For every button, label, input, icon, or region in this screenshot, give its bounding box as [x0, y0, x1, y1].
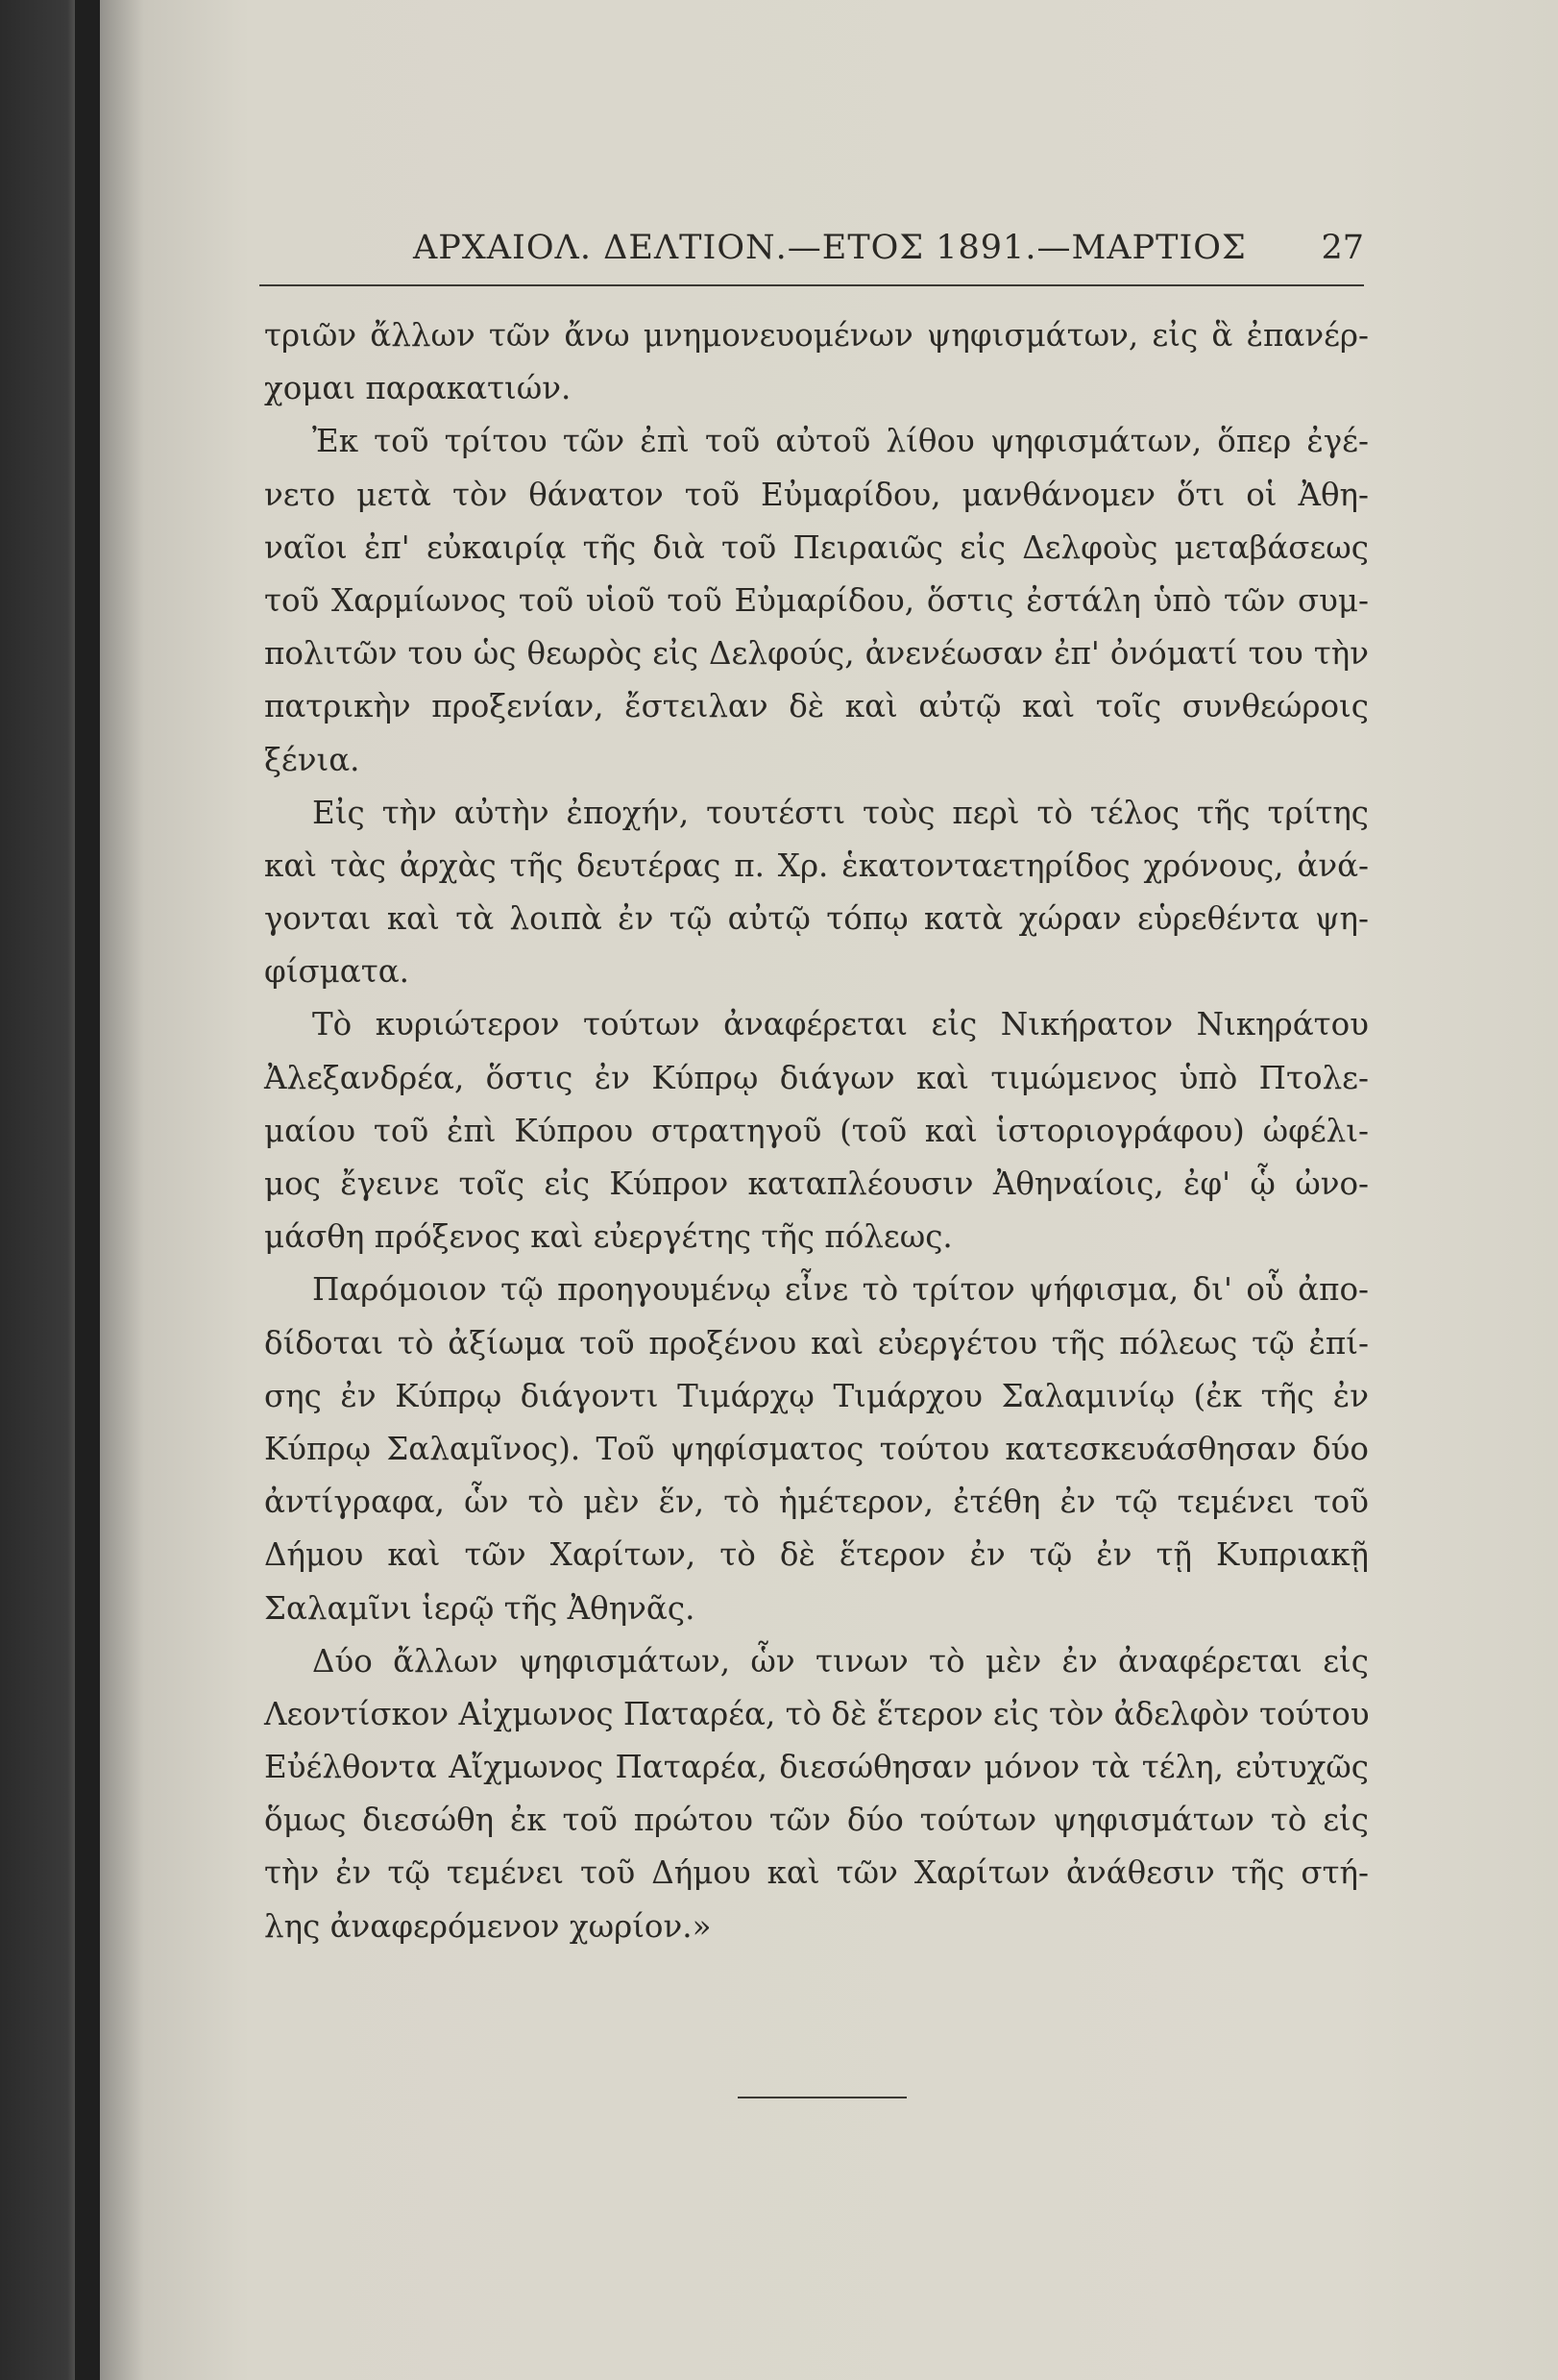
- text-line: νετο μετὰ τὸν θάνατον τοῦ Εὐμαρίδου, μανθάνομεν ὅτι οἱ Ἀθη-: [264, 476, 1369, 513]
- text-line: τοῦ Χαρμίωνος τοῦ υἱοῦ τοῦ Εὐμαρίδου, ὅστις ἐστάλη ὑπὸ τῶν συμ-: [264, 581, 1369, 619]
- text-line: Τὸ κυριώτερον τούτων ἀναφέρεται εἰς Νικήρατον Νικηράτου: [312, 1006, 1369, 1043]
- text-line: Σαλαμῖνι ἱερῷ τῆς Ἀθηνᾶς.: [264, 1589, 695, 1627]
- text-line: ναῖοι ἐπ' εὐκαιρίᾳ τῆς διὰ τοῦ Πειραιῶς εἰς Δελφοὺς μεταβάσεως: [264, 528, 1369, 566]
- text-line: σης ἐν Κύπρῳ διάγοντι Τιμάρχῳ Τιμάρχου Σαλαμινίῳ (ἐκ τῆς ἐν: [264, 1377, 1369, 1414]
- text-line: Εἰς τὴν αὐτὴν ἐποχήν, τουτέστι τοὺς περὶ τὸ τέλος τῆς τρίτης: [312, 794, 1369, 831]
- text-line: πολιτῶν του ὡς θεωρὸς εἰς Δελφούς, ἀνενέωσαν ἐπ' ὀνόματί του τὴν: [264, 635, 1369, 673]
- text-line: μάσθη πρόξενος καὶ εὐεργέτης τῆς πόλεως.: [264, 1218, 953, 1256]
- text-line: Λεοντίσκον Αἰχμωνος Παταρέα, τὸ δὲ ἕτερον εἰς τὸν ἀδελφὸν τούτου: [264, 1695, 1370, 1732]
- text-line: γονται καὶ τὰ λοιπὰ ἐν τῷ αὐτῷ τόπῳ κατὰ χώραν εὑρεθέντα ψη-: [264, 900, 1369, 938]
- text-line: ξένια.: [264, 741, 360, 778]
- text-line: μος ἔγεινε τοῖς εἰς Κύπρον καταπλέουσιν Ἀθηναίοις, ἐφ' ᾧ ὠνο-: [264, 1165, 1369, 1202]
- text-line: μαίου τοῦ ἐπὶ Κύπρου στρατηγοῦ (τοῦ καὶ ἱστοριογράφου) ὠφέλι-: [264, 1112, 1369, 1149]
- page-number: 27: [1321, 229, 1364, 267]
- text-line: Εὐέλθοντα Αἴχμωνος Παταρέα, διεσώθησαν μόνον τὰ τέλη, εὐτυχῶς: [264, 1749, 1369, 1786]
- running-header: [259, 223, 1364, 281]
- text-line: χομαι παρακατιών.: [264, 370, 572, 407]
- text-line: ἀντίγραφα, ὧν τὸ μὲν ἕν, τὸ ἡμέτερον, ἐτέθη ἐν τῷ τεμένει τοῦ: [264, 1484, 1369, 1521]
- text-line: καὶ τὰς ἀρχὰς τῆς δευτέρας π. Χρ. ἑκατονταετηρίδος χρόνους, ἀνά-: [264, 846, 1369, 884]
- text-line: Δύο ἄλλων ψηφισμάτων, ὧν τινων τὸ μὲν ἐν ἀναφέρεται εἰς: [312, 1642, 1369, 1680]
- text-line: Ἀλεξανδρέα, ὅστις ἐν Κύπρῳ διάγων καὶ τιμώμενος ὑπὸ Πτολε-: [264, 1059, 1369, 1096]
- body-text: [264, 309, 1369, 1953]
- text-line: τριῶν ἄλλων τῶν ἄνω μνημονευομένων ψηφισμάτων, εἰς ἃ ἐπανέρ-: [264, 317, 1369, 354]
- text-line: Παρόμοιον τῷ προηγουμένῳ εἶνε τὸ τρίτον ψήφισμα, δι' οὗ ἀπο-: [312, 1271, 1369, 1309]
- book-spine-shadow: [75, 0, 100, 2380]
- running-title: ΑΡΧΑΙΟΛ. ΔΕΛΤΙΟΝ.—ΕΤΟΣ 1891.—ΜΑΡΤΙΟΣ: [413, 229, 1247, 267]
- text-line: Ἐκ τοῦ τρίτου τῶν ἐπὶ τοῦ αὐτοῦ λίθου ψηφισμάτων, ὅπερ ἐγέ-: [312, 423, 1369, 460]
- section-end-rule: [738, 2097, 907, 2098]
- text-line: φίσματα.: [264, 953, 410, 991]
- text-line: δίδοται τὸ ἀξίωμα τοῦ προξένου καὶ εὐεργέτου τῆς πόλεως τῷ ἐπί-: [264, 1324, 1369, 1362]
- text-line: ὅμως διεσώθη ἐκ τοῦ πρώτου τῶν δύο τούτων ψηφισμάτων τὸ εἰς: [264, 1802, 1369, 1839]
- text-line: πατρικὴν προξενίαν, ἔστειλαν δὲ καὶ αὐτῷ καὶ τοῖς συνθεώροις: [264, 688, 1369, 725]
- text-line: λης ἀναφερόμενον χωρίον.»: [264, 1907, 712, 1945]
- text-line: Δήμου καὶ τῶν Χαρίτων, τὸ δὲ ἕτερον ἐν τῷ ἐν τῇ Κυπριακῇ: [264, 1536, 1369, 1574]
- text-line: Κύπρῳ Σαλαμῖνος). Τοῦ ψηφίσματος τούτου κατεσκευάσθησαν δύο: [264, 1430, 1369, 1467]
- text-line: τὴν ἐν τῷ τεμένει τοῦ Δήμου καὶ τῶν Χαρίτων ἀνάθεσιν τῆς στή-: [264, 1854, 1369, 1892]
- header-rule: [259, 284, 1364, 286]
